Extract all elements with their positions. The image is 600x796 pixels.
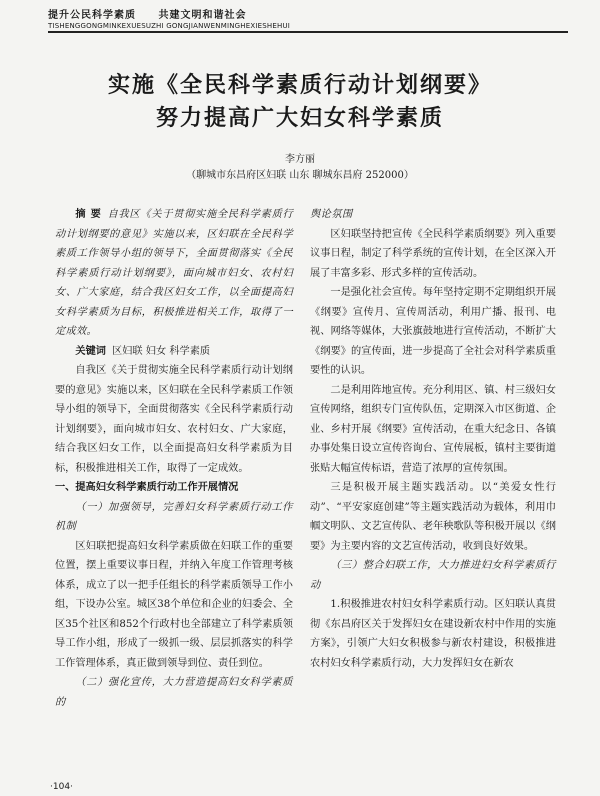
right-paragraph-2: 一是强化社会宣传。每年坚持定期不定期组织开展《纲要》宣传月、宣传周活动，利用广播、报刊、电视、网络等媒体，大张旗鼓地进行宣传活动，不断扩大《纲要》的宣传面，进一步提高了全社会对科学素质重要性的认识。 — [310, 287, 556, 376]
subsection-heading-3: （三）整合妇联工作，大力推进妇女科学素质行动 — [310, 560, 556, 591]
header-right-text: 共建文明和谐社会 — [158, 10, 247, 21]
abstract-text: 自我区《关于贯彻实施全民科学素质行动计划纲要的意见》实施以来，区妇联在全民科学素质工作领导小组的领导下，全面贯彻落实《全民科学素质行动计划纲要》，面向城市妇女、农村妇女、广大家庭，结合我区妇女工作，以全面提高妇女科学素质为目标，积极推进相关工作，取得了一定成效。 — [55, 209, 293, 337]
keywords — [55, 342, 293, 362]
right-paragraph-5: 1.积极推进农村妇女科学素质行动。区妇联认真贯彻《东昌府区关于发挥妇女在建设新农村中作用的实施方案》，引领广大妇女积极参与新农村建设，积极推进农村妇女科学素质行动，大力发挥妇女在新农 — [310, 599, 556, 669]
left-paragraph-1: 自我区《关于贯彻实施全民科学素质行动计划纲要的意见》实施以来，区妇联在全民科学素质工作领导小组的领导下，全面贯彻落实《全民科学素质行动计划纲要》，面向城市妇女、农村妇女、广大家庭，结合我区妇女工作，以全面提高妇女科学素质为目标，积极推进相关工作，取得了一定成效。 — [55, 365, 293, 474]
left-column — [55, 205, 293, 712]
right-paragraph-1: 区妇联坚持把宣传《全民科学素质纲要》列入重要议事日程，制定了科学系统的宣传计划，在全区深入开展了丰富多彩、形式多样的宣传活动。 — [310, 228, 556, 279]
subsection-heading-1: （一）加强领导，完善妇女科学素质行动工作机制 — [55, 501, 293, 532]
author-name: 李方丽 — [285, 154, 315, 165]
keywords-text: 区妇联 妇女 科学素质 — [111, 345, 211, 357]
left-paragraph-2: 区妇联把提高妇女科学素质做在妇联工作的重要位置，摆上重要议事日程，并纳入年度工作管理考核体系，成立了以一把手任组长的科学素质领导工作小组，下设办公室。城区38个单位和企业的妇委会、全区35个社区和852个行政村也全部建立了科学素质领导工作小组，形成了一级抓一级、层层抓落实的科学工作管理体系，真正做到领导到位、责任到位。 — [55, 540, 293, 669]
abstract — [55, 205, 293, 342]
header-pinyin: TISHENGGONGMINKEXUESUZHI GONGJIANWENMINGHEXIESHEHUI — [48, 22, 291, 30]
page-number: ·104· — [50, 782, 73, 792]
title-line-2: 努力提高广大妇女科学素质 — [155, 105, 444, 131]
header-left-text: 提升公民科学素质 — [48, 10, 136, 21]
abstract-label: 摘 要 — [75, 208, 102, 220]
title-line-1: 实施《全民科学素质行动计划纲要》 — [107, 72, 492, 98]
keywords-label: 关键词 — [75, 344, 106, 357]
author-affiliation: （聊城市东昌府区妇联 山东 聊城东昌府 252000） — [186, 170, 414, 181]
header-rule — [48, 31, 568, 33]
subsection-heading-2: （二）强化宣传，大力营造提高妇女科学素质的 — [55, 677, 293, 708]
header-chinese — [48, 6, 568, 21]
running-header — [48, 6, 568, 33]
right-paragraph-3: 二是利用阵地宣传。充分利用区、镇、村三级妇女宣传网络，组织专门宣传队伍，定期深入市区街道、企业、乡村开展《纲要》宣传活动，在重大纪念日、各镇办事处集日设立宣传咨询台、宣传展板，镇村主要街道张贴大幅宣传标语，营造了浓厚的宣传氛围。 — [310, 384, 556, 474]
section-heading-1: 一、提高妇女科学素质行动工作开展情况 — [55, 481, 239, 493]
right-paragraph-4: 三是积极开展主题实践活动。以“美爱女性行动”、“平安家庭创建”等主题实践活动为载体，利用巾帼文明队、文艺宣传队、老年秧歌队等积极开展以《纲要》为主要内容的文艺宣传活动，收到良好效果。 — [310, 482, 556, 552]
right-continuation: 舆论氛围 — [310, 209, 353, 220]
right-column — [310, 205, 556, 673]
